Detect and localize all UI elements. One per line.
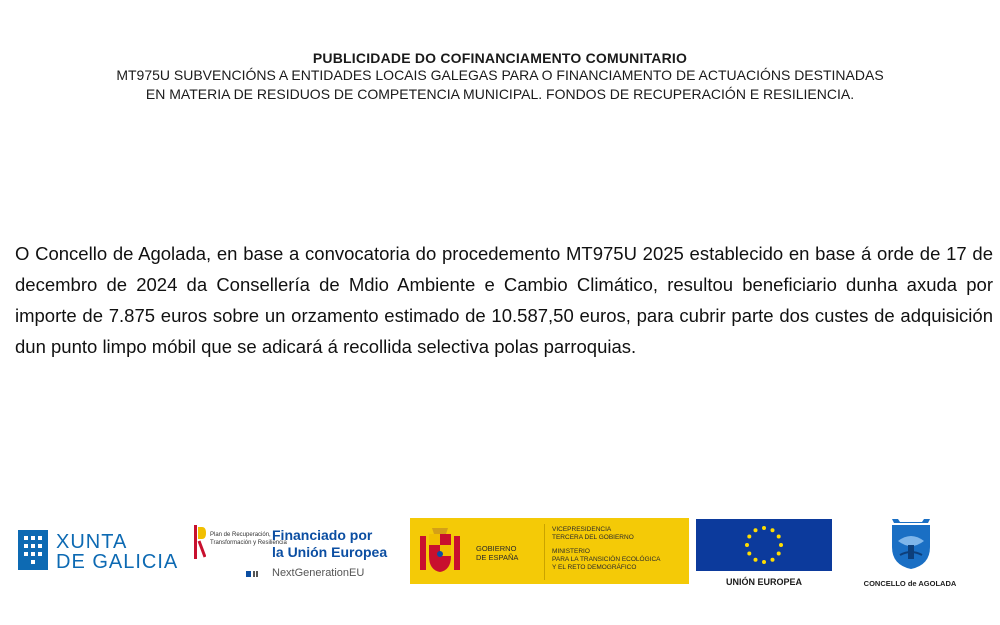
concello-agolada-logo: [850, 519, 970, 591]
financed-by-line1: Financiado por: [272, 527, 373, 543]
nextgeneration-eu-label: NextGenerationEU: [272, 567, 365, 579]
gobierno-divider: [544, 524, 545, 580]
recovery-plan-logo: [194, 525, 404, 585]
logo-strip: [0, 515, 1000, 590]
ministry-line3: MINISTERIO: [552, 548, 590, 555]
eu-logo: [696, 519, 832, 591]
document-header: [0, 50, 1000, 104]
spain-coat-of-arms-icon: [418, 528, 462, 576]
eu-label: UNIÓN EUROPEA: [725, 577, 802, 587]
recovery-plan-small-2: Transformación y Resiliencia: [210, 540, 287, 546]
header-title: PUBLICIDADE DO COFINANCIAMENTO COMUNITARIO: [312, 50, 688, 66]
header-subtitle-line1: MT975U SUBVENCIÓNS A ENTIDADES LOCAIS GALEGAS PARA O FINANCIAMENTO DE ACTUACIÓNS DESTINADAS: [116, 67, 884, 83]
gobierno-line1: GOBIERNO: [476, 544, 517, 553]
ministry-line4: PARA LA TRANSICIÓN ECOLÓGICA: [552, 556, 661, 563]
gobierno-line2: DE ESPAÑA: [476, 553, 519, 562]
xunta-line1: XUNTA: [56, 531, 128, 553]
financed-by-line2: la Unión Europea: [272, 544, 388, 560]
ministry-line2: TERCERA DEL GOBIERNO: [552, 534, 634, 541]
gobierno-espana-logo: [410, 518, 689, 584]
xunta-emblem-icon: [18, 530, 48, 570]
body-paragraph: O Concello de Agolada, en base a convocatoria do procedemento MT975U 2025 establecido en base á orde de 17 de decembro de 2024 da Consellería de Mdio Ambiente e Cambio Climático, resultou beneficiario dunha axuda por importe de 7.875 euros sobre un orzamento estimado de 10.587,50 euros, para cubrir parte dos custes de adquisición dun punto limpo móbil que se adicará á recollida selectiva polas parroquias.: [15, 243, 993, 357]
nextgeneration-eu-icon: [246, 569, 260, 579]
xunta-line2: DE GALICIA: [56, 551, 179, 573]
concello-crest-icon: [886, 519, 936, 571]
eu-flag-icon: [696, 519, 832, 571]
concello-label: CONCELLO de AGOLADA: [863, 579, 957, 588]
recovery-plan-small-1: Plan de Recuperación,: [210, 532, 271, 538]
header-subtitle-line2: EN MATERIA DE RESIDUOS DE COMPETENCIA MUNICIPAL. FONDOS DE RECUPERACIÓN E RESILIENCIA.: [145, 86, 855, 102]
ministry-line5: Y EL RETO DEMOGRÁFICO: [552, 564, 637, 571]
ministry-line1: VICEPRESIDENCIA: [552, 526, 612, 533]
recovery-plan-r-icon: [194, 525, 206, 559]
